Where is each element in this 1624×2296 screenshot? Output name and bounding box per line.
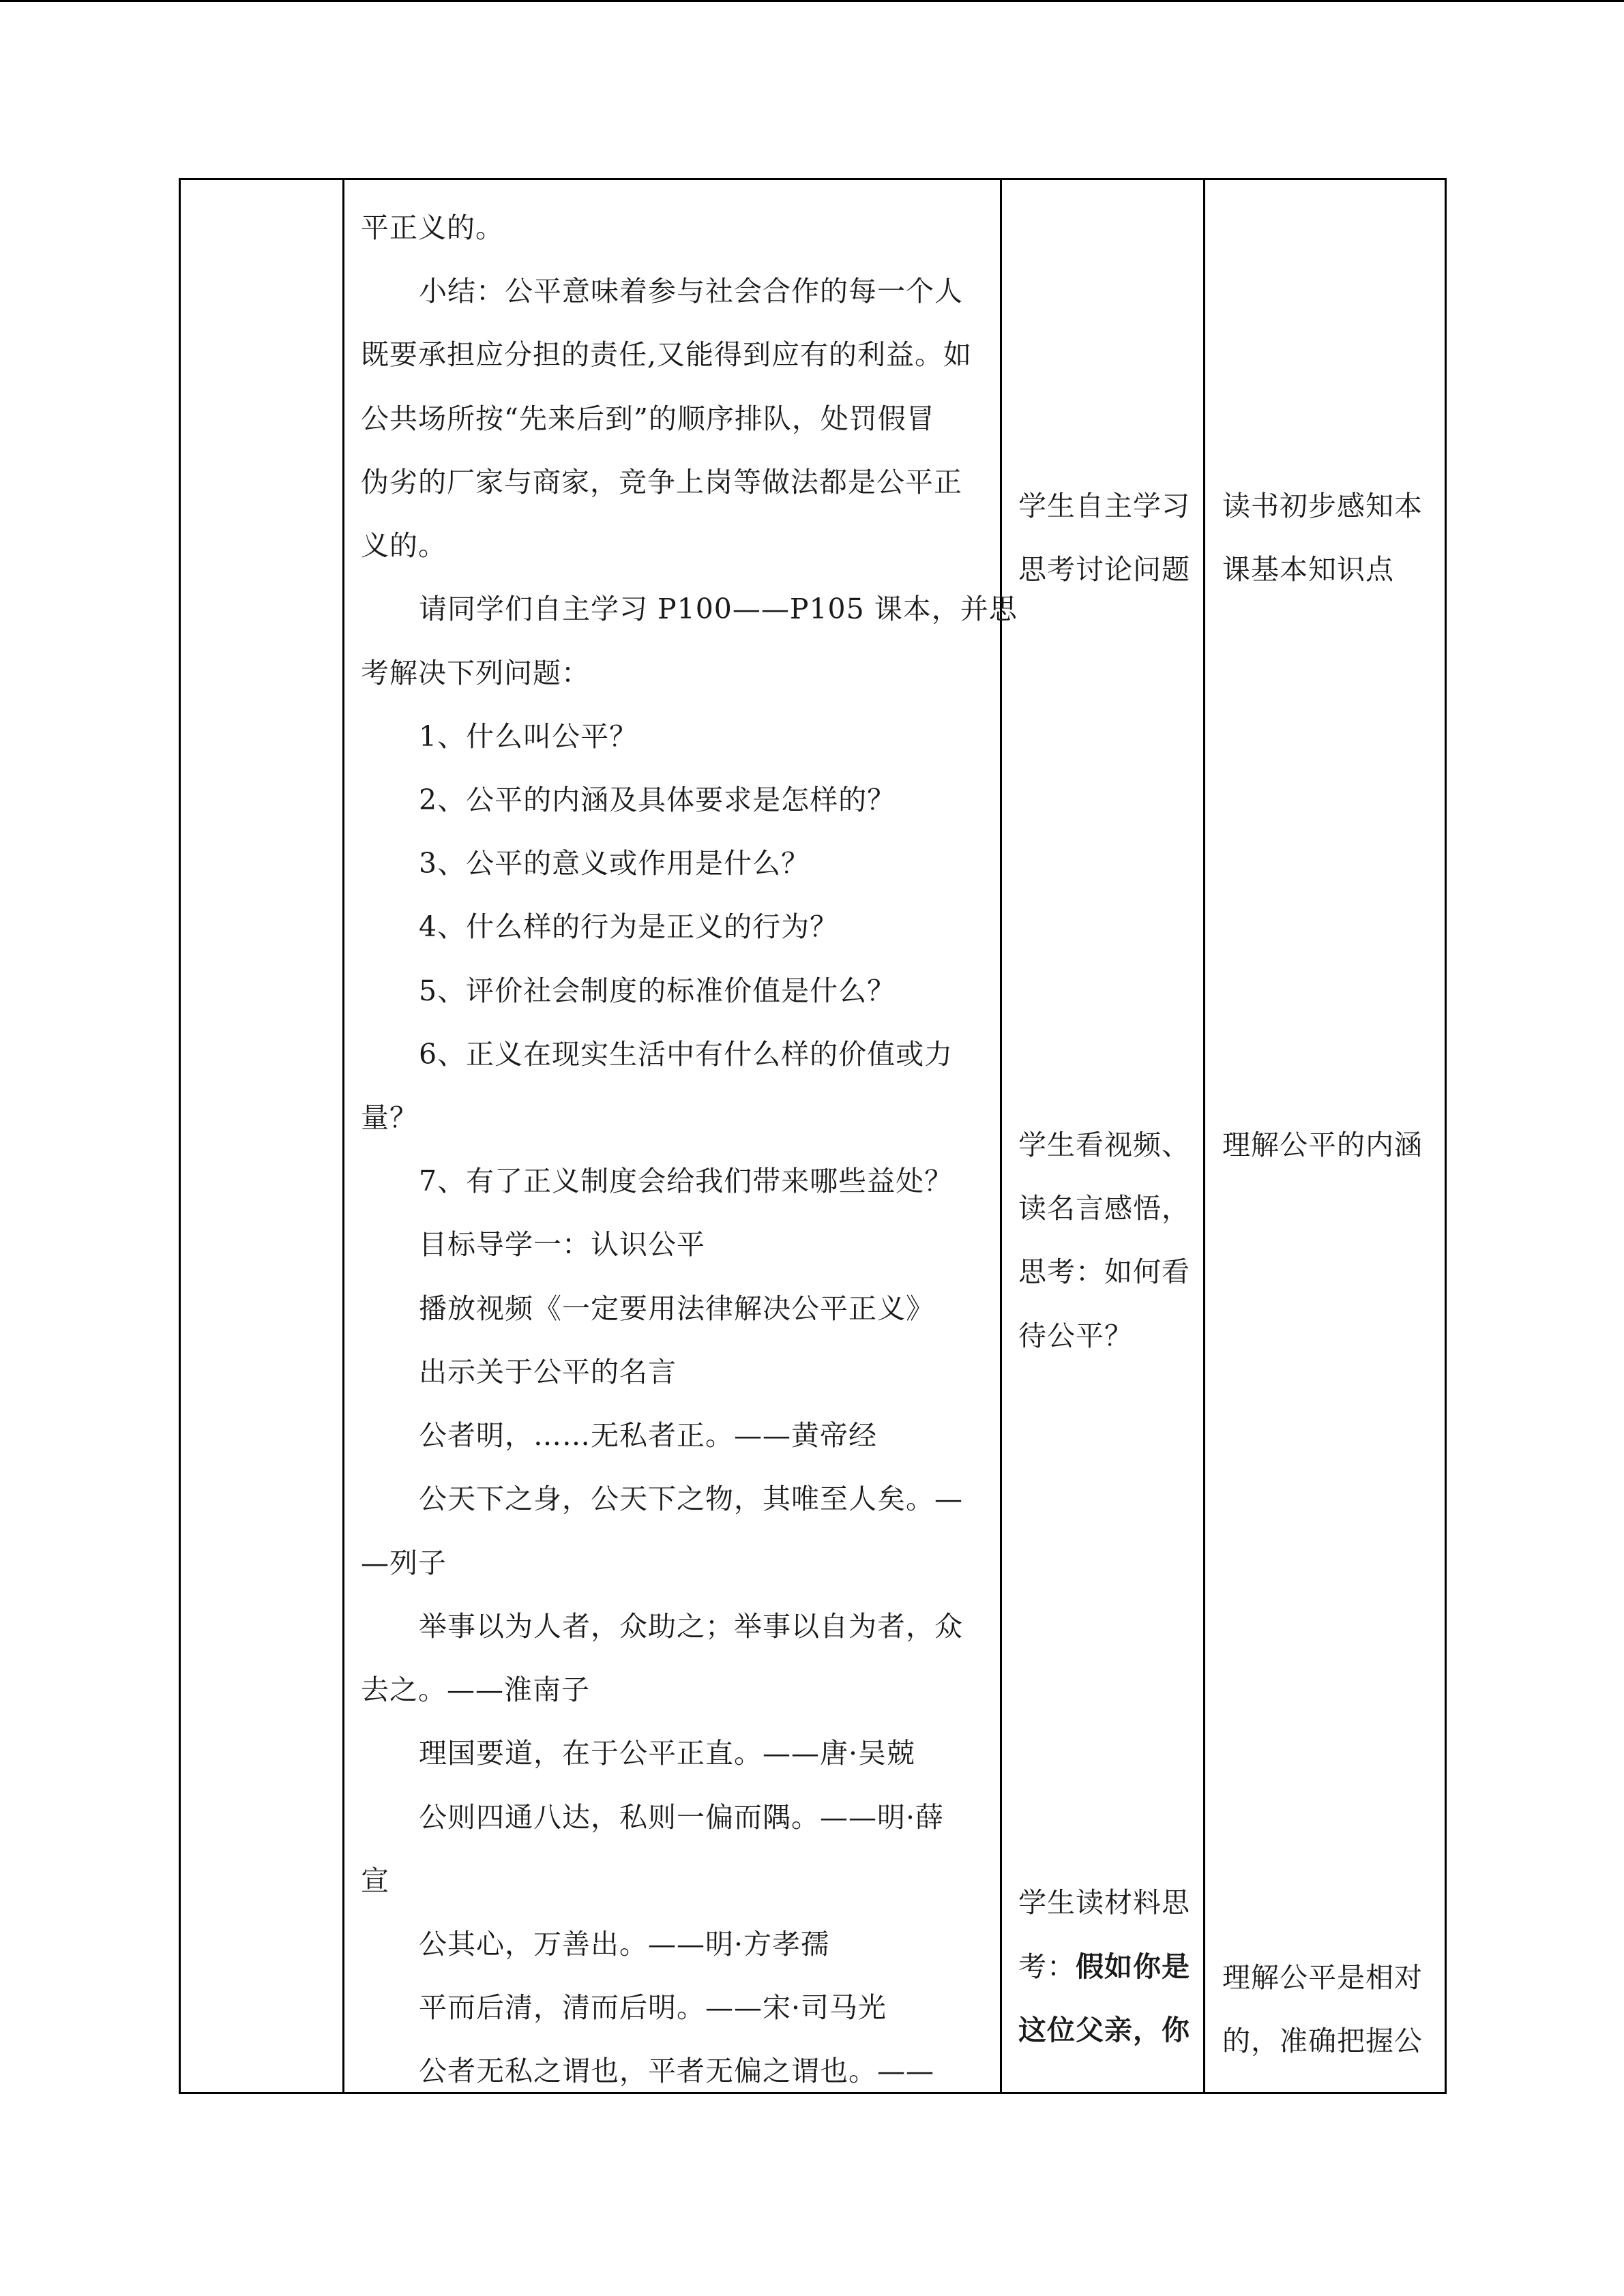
teaching-process-line: 考解决下列问题： <box>361 657 590 689</box>
teaching-process-line: 公则四通八达，私则一偏而隅。——明·薛 <box>419 1801 945 1834</box>
student-activity-line: 思考：如何看 <box>1018 1255 1190 1288</box>
student-activity-line: 学生自主学习 <box>1018 490 1190 522</box>
student-activity-line <box>1018 1950 1190 1983</box>
empty-first-column-cell <box>181 180 342 2092</box>
teaching-process-line: 播放视频《一定要用法律解决公平正义》 <box>419 1292 934 1325</box>
teaching-process-line: 公天下之身，公天下之物，其唯至人矣。— <box>419 1482 963 1515</box>
teaching-process-line: 平正义的。 <box>361 211 504 244</box>
student-activity-line: 待公平？ <box>1018 1320 1133 1352</box>
teaching-process-line: 平而后清，清而后明。——宋·司马光 <box>419 1991 887 2024</box>
teaching-process-line: 1、什么叫公平？ <box>419 720 638 753</box>
student-activity-cell <box>1002 180 1203 2092</box>
student-activity-line: 学生看视频、 <box>1018 1129 1190 1161</box>
design-intent-line: 读书初步感知本 <box>1222 490 1423 522</box>
lesson-plan-table <box>179 178 1447 2094</box>
teaching-process-line: 宣 <box>361 1864 389 1897</box>
teaching-process-line: 目标导学一：认识公平 <box>419 1228 705 1261</box>
teaching-process-line: 4、什么样的行为是正义的行为？ <box>419 910 839 943</box>
teaching-process-line: 去之。——淮南子 <box>361 1673 590 1706</box>
teaching-process-line: 请同学们自主学习 P100——P105 课本，并思 <box>419 593 1018 625</box>
teaching-process-line: 举事以为人者，众助之；举事以自为者，众 <box>419 1610 963 1643</box>
teaching-process-line: 量？ <box>361 1101 418 1134</box>
teaching-process-line: 7、有了正义制度会给我们带来哪些益处？ <box>419 1165 954 1197</box>
student-activity-line: 这位父亲，你 <box>1018 2014 1190 2046</box>
teaching-process-line: 3、公平的意义或作用是什么？ <box>419 847 810 880</box>
student-activity-line: 读名言感悟， <box>1018 1192 1190 1225</box>
teaching-process-line: 2、公平的内涵及具体要求是怎样的？ <box>419 784 896 816</box>
teaching-process-line: 公共场所按“先来后到”的顺序排队，处罚假冒 <box>361 402 935 435</box>
design-intent-line: 的，准确把握公 <box>1222 2025 1423 2057</box>
teaching-process-line: 义的。 <box>361 529 447 562</box>
teaching-process-line: 公其心，万善出。——明·方孝孺 <box>419 1928 830 1960</box>
teaching-process-line: 公者明，……无私者正。——黄帝经 <box>419 1419 877 1452</box>
teaching-process-line: 公者无私之谓也，平者无偏之谓也。—— <box>419 2055 934 2087</box>
teaching-process-line: 出示关于公平的名言 <box>419 1356 677 1388</box>
teaching-process-line: 5、评价社会制度的标准价值是什么？ <box>419 974 896 1007</box>
teaching-process-line: 小结：公平意味着参与社会合作的每一个人 <box>419 275 963 308</box>
design-intent-line: 理解公平的内涵 <box>1222 1129 1423 1161</box>
teaching-process-line: 理国要道，在于公平正直。——唐·吴兢 <box>419 1737 916 1770</box>
teaching-process-line: 伪劣的厂家与商家，竞争上岗等做法都是公平正 <box>361 466 962 498</box>
design-intent-line: 理解公平是相对 <box>1222 1961 1423 1994</box>
student-activity-line-bold-text: 假如你是 <box>1076 1950 1190 1983</box>
teaching-process-cell <box>344 180 1018 2092</box>
teaching-process-line: 6、正义在现实生活中有什么样的价值或力 <box>419 1038 954 1071</box>
design-intent-line: 课基本知识点 <box>1222 553 1394 586</box>
student-activity-line: 思考讨论问题 <box>1018 553 1190 586</box>
teaching-process-line: —列子 <box>361 1547 447 1579</box>
student-activity-line: 学生读材料思 <box>1018 1886 1190 1919</box>
top-border-line <box>0 0 1624 2</box>
student-activity-line-text: 考： <box>1018 1950 1076 1983</box>
design-intent-cell <box>1205 180 1447 2092</box>
teaching-process-line: 既要承担应分担的责任,又能得到应有的利益。如 <box>361 338 973 371</box>
